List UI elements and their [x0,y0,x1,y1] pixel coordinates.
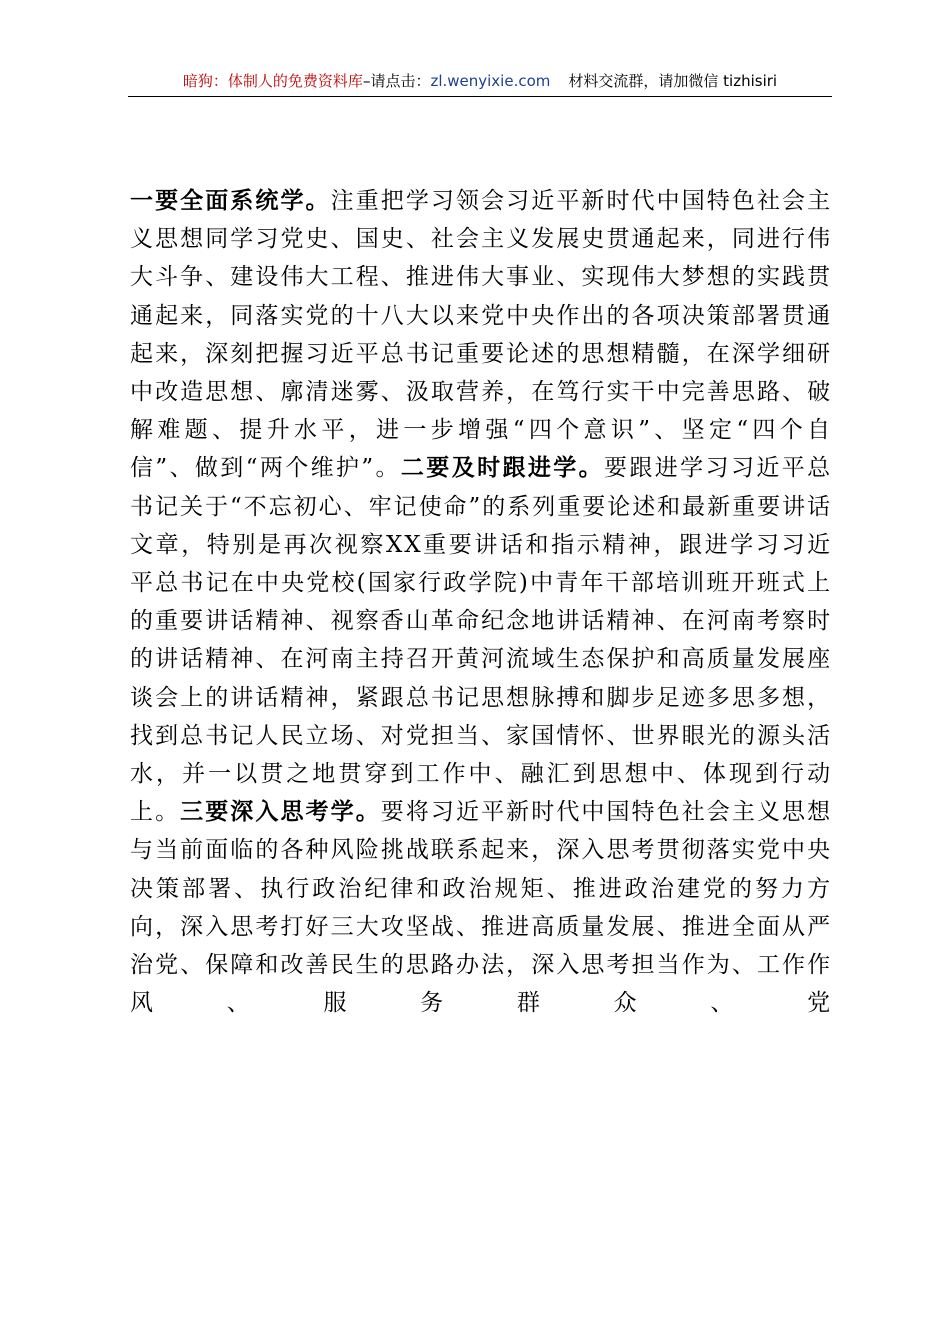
text-one: 注重把学习领会习近平新时代中国特色社会主义思想同学习党史、国史、社会主义发展史贯通起来，同进行伟大斗争、建设伟大工程、推进伟大事业、实现伟大梦想的实践贯通起来，同落实党的十八大以来党中央作出的各项决策部署贯通起来，深刻把握习近平总书记重要论述的思想精髓，在深学细研中改造思想、廓清迷雾、汲取营养，在笃行实干中完善思路、破解难题、提升水平，进一步增强“四个意识”、坚定“四个自信”、做到“两个维护”。 [130,188,833,482]
header-url-link[interactable]: zl.wenyixie.com [430,72,551,90]
text-two: 要跟进学习习近平总书记关于“不忘初心、牢记使命”的系列重要论述和最新重要讲话文章，特别是再次视察XX重要讲话和指示精神，跟进学习习近平总书记在中央党校(国家行政学院)中青年干部培训班开班式上的重要讲话精神、视察香山革命纪念地讲话精神、在河南考察时的讲话精神、在河南主持召开黄河流域生态保护和高质量发展座谈会上的讲话精神，紧跟总书记思想脉搏和脚步足迹多思多想，找到总书记人民立场、对党担当、家国情怀、世界眼光的源头活水，并一以贯之地贯穿到工作中、融汇到思想中、体现到行动上。 [130,455,833,826]
heading-one: 一要全面系统学。 [130,187,331,214]
heading-two: 二要及时跟进学。 [400,454,605,482]
document-body [130,182,832,1022]
heading-three: 三要深入思考学。 [180,798,381,826]
text-three: 要将习近平新时代中国特色社会主义思想与当前面临的各种风险挑战联系起来，深入思考贯彻落实党中央决策部署、执行政治纪律和政治规矩、推进政治建党的努力方向，深入思考打好三大攻坚战、推进高质量发展、推进全面从严治党、保障和改善民生的思路办法，深入思考担当作为、工作作风、服务群众、党 [130,799,832,1017]
page-header [128,70,832,97]
header-brand: 暗狗：体制人的免费资料库 [182,72,363,90]
header-prompt: –请点击： [362,72,431,90]
body-paragraph [130,182,832,1022]
header-contact: 材料交流群，请加微信 tizhisiri [568,72,778,90]
